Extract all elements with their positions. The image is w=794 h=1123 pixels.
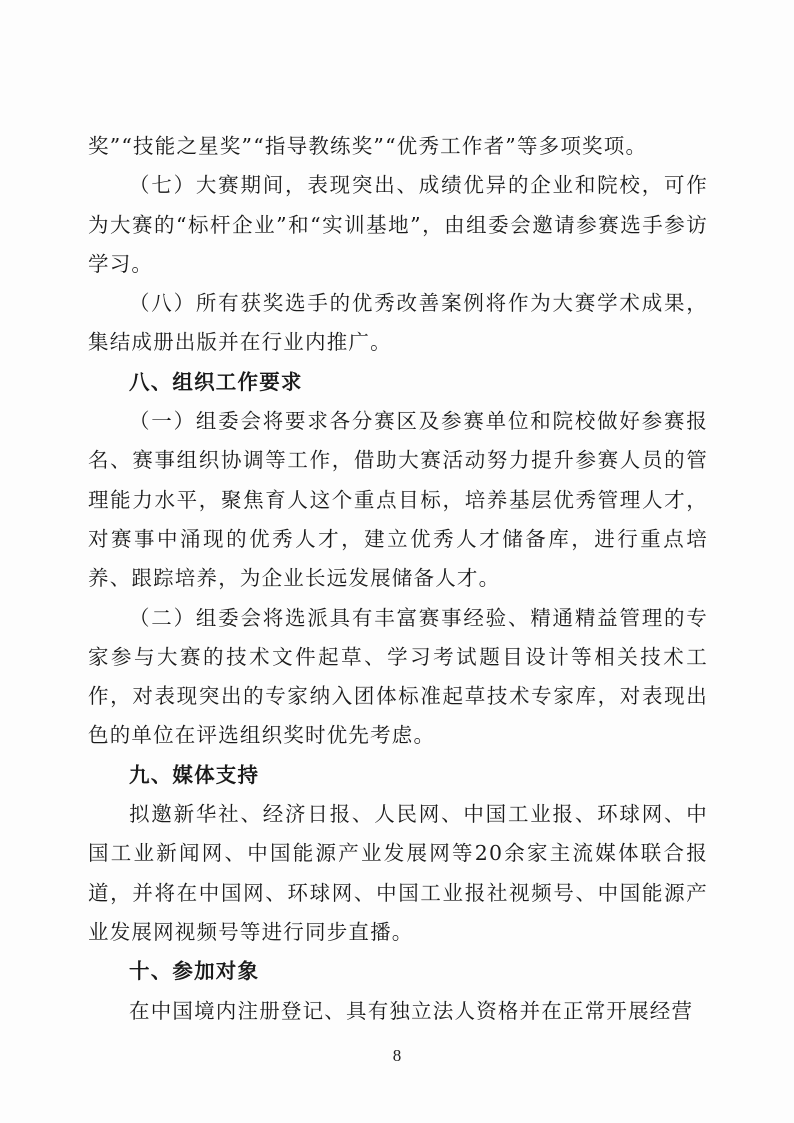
- paragraph-item-7: （七）大赛期间，表现突出、成绩优异的企业和院校，可作为大赛的“标杆企业”和“实训基地”，由组委会邀请参赛选手参访学习。: [88, 173, 708, 276]
- page-number: 8: [392, 1046, 402, 1065]
- section-heading-8: 八、组织工作要求: [129, 369, 303, 394]
- paragraph-media: 拟邀新华社、经济日报、人民网、中国工业报、环球网、中国工业新闻网、中国能源产业发展网等20余家主流媒体联合报道，并将在中国网、环球网、中国工业报社视频号、中国能源产业发展网视频号等进行同步直播。: [88, 802, 708, 944]
- paragraph-org-1: （一）组委会将要求各分赛区及参赛单位和院校做好参赛报名、赛事组织协调等工作，借助大赛活动努力提升参赛人员的管理能力水平，聚焦育人这个重点目标，培养基层优秀管理人才，对赛事中涌现的优秀人才，建立优秀人才储备库，进行重点培养、跟踪培养，为企业长远发展储备人才。: [88, 409, 708, 591]
- paragraph-org-2: （二）组委会将选派具有丰富赛事经验、精通精益管理的专家参与大赛的技术文件起草、学习考试题目设计等相关技术工作，对表现突出的专家纳入团体标准起草技术专家库，对表现出色的单位在评选组织奖时优先考虑。: [88, 605, 708, 748]
- paragraph-awards-continued: 奖”“技能之星奖”“指导教练奖”“优秀工作者”等多项奖项。: [88, 134, 648, 158]
- section-heading-10: 十、参加对象: [129, 959, 260, 984]
- paragraph-participants: 在中国境内注册登记、具有独立法人资格并在正常开展经营: [129, 998, 694, 1023]
- paragraph-item-8: （八）所有获奖选手的优秀改善案例将作为大赛学术成果，集结成册出版并在行业内推广。: [88, 291, 708, 355]
- document-body: [88, 127, 708, 1031]
- section-heading-9: 九、媒体支持: [129, 762, 260, 787]
